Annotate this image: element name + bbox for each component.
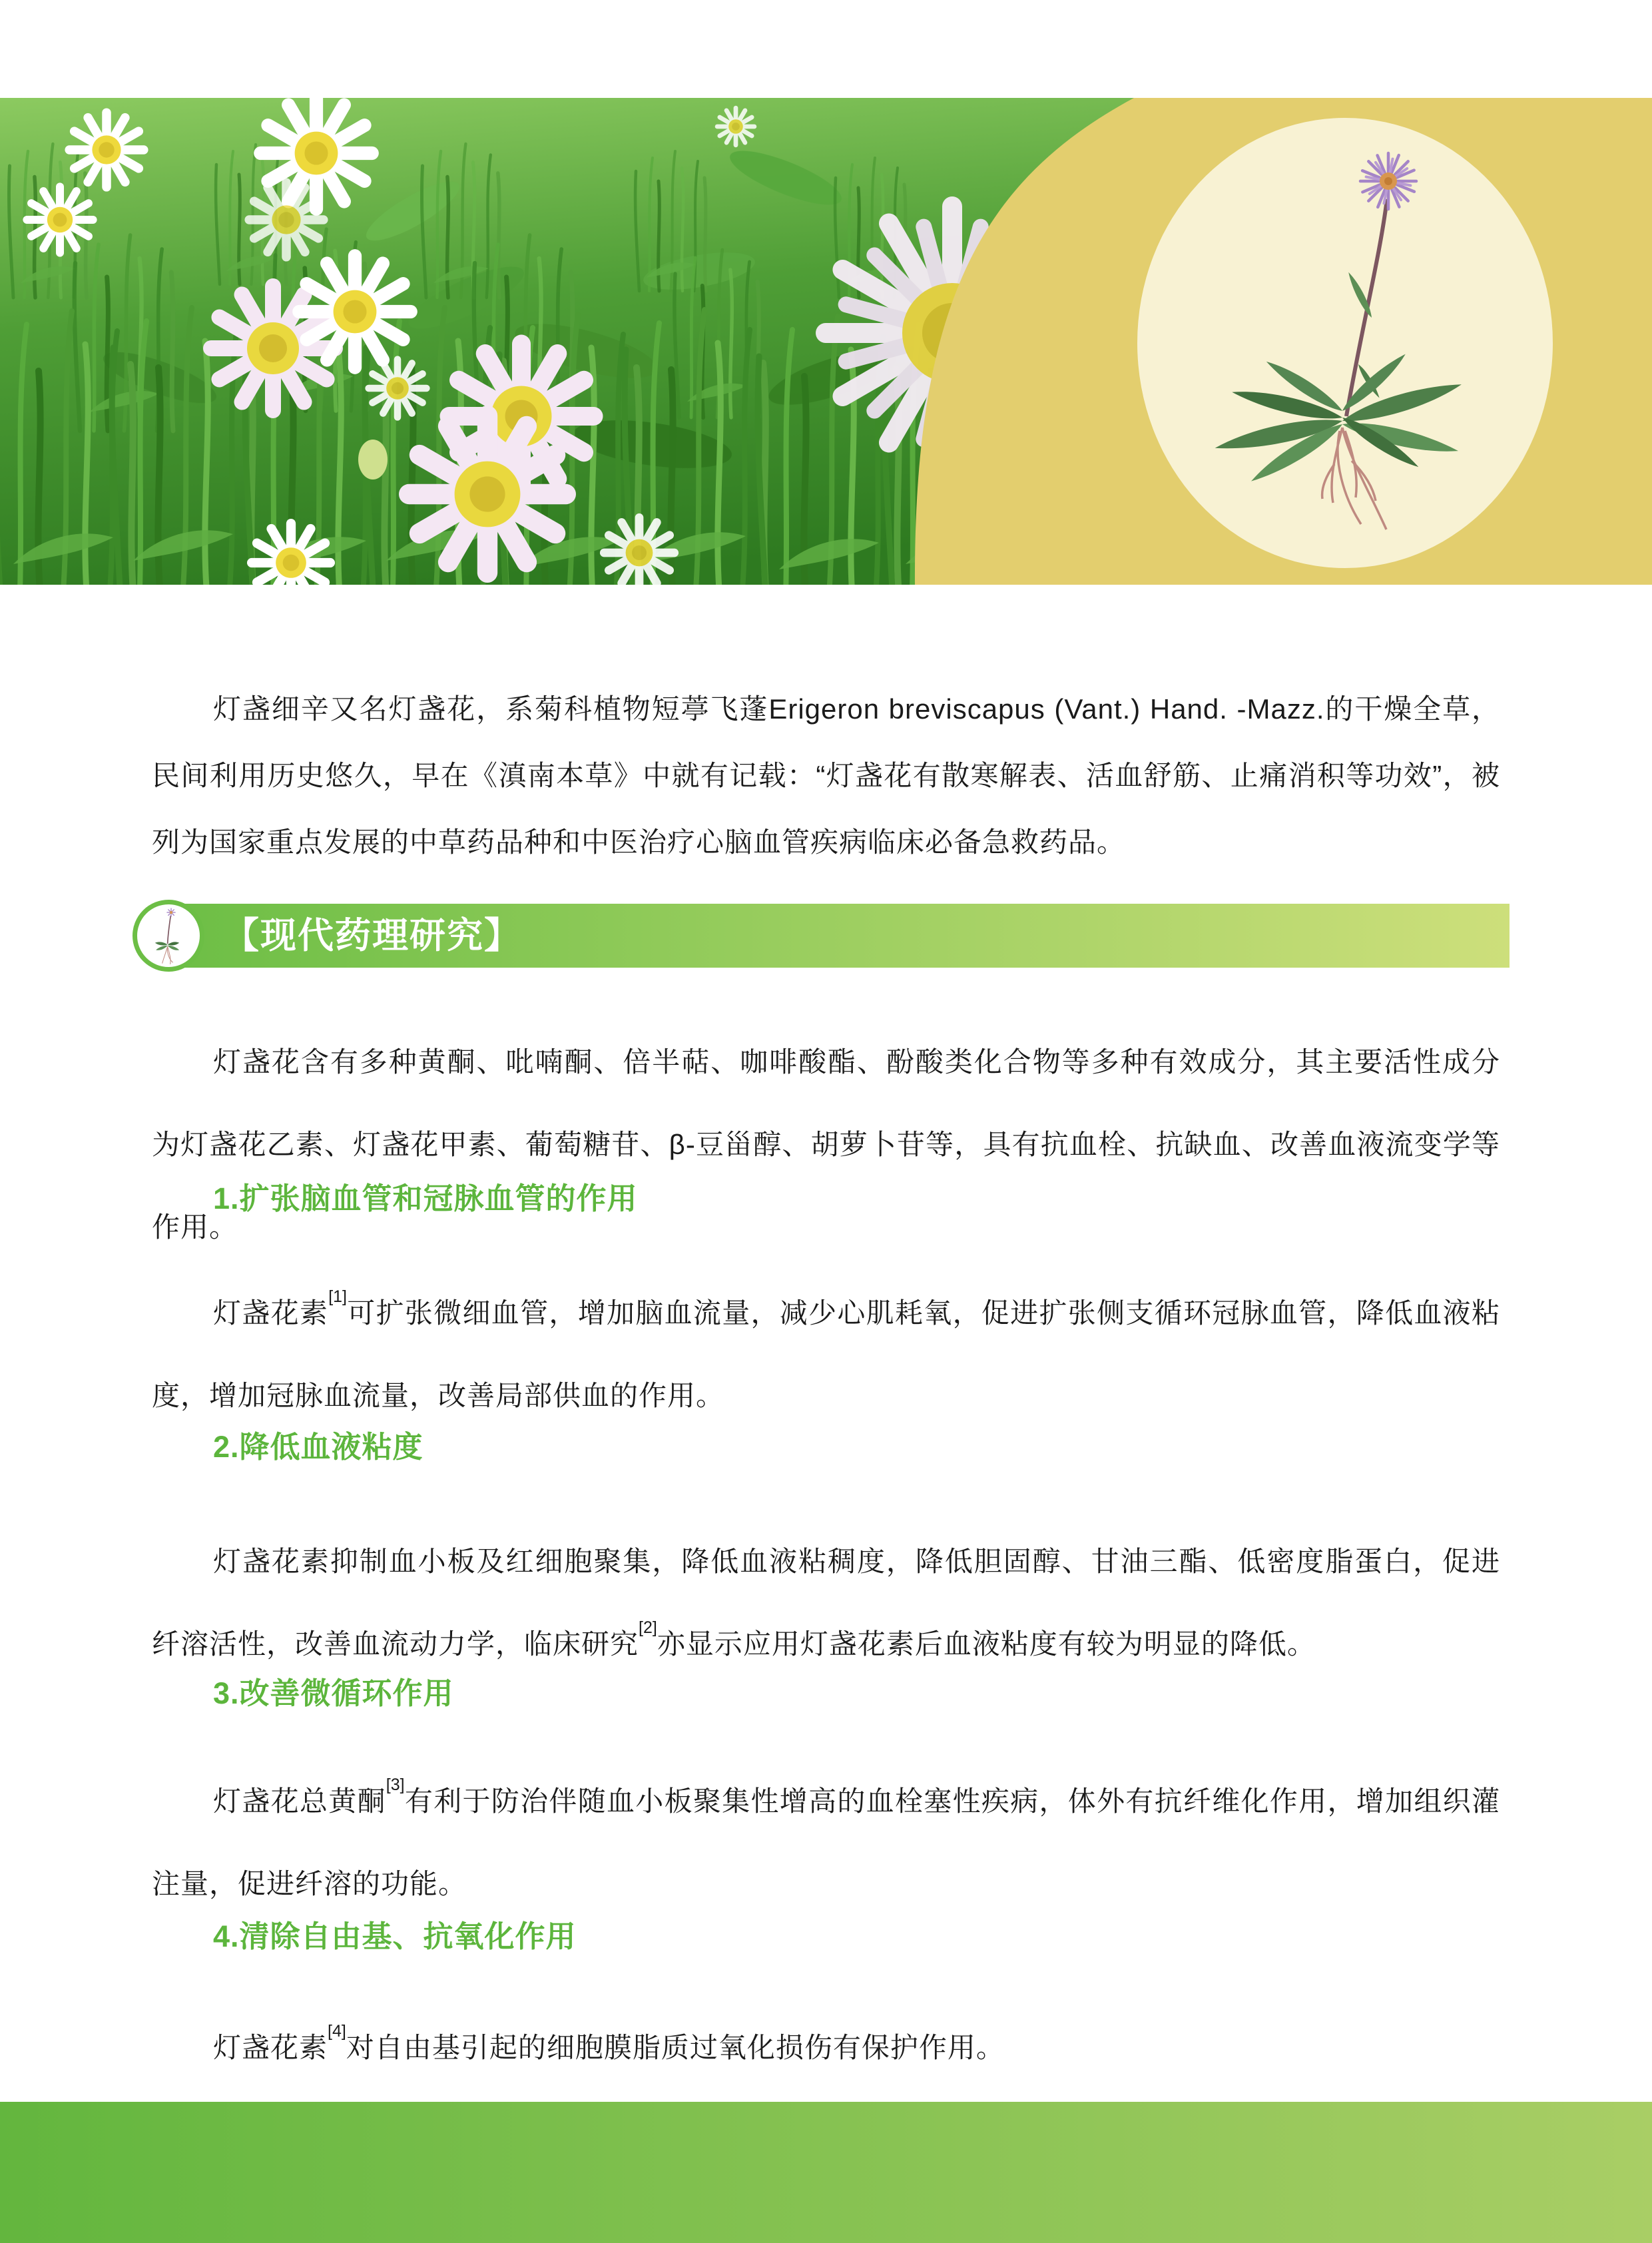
section-2-heading: 2.降低血液粘度 — [213, 1430, 423, 1464]
section-3-paragraph: 灯盏花总黄酮[3]有利于防治伴随血小板聚集性增高的血栓塞性疾病，体外有抗纤维化作用，增加组织灌注量，促进纤溶的功能。 — [152, 1775, 1500, 1899]
section-header-title: 【现代药理研究】 — [223, 916, 521, 956]
plant-badge-icon — [133, 900, 204, 972]
section-header-bar — [160, 904, 1510, 968]
section-4-paragraph: 灯盏花素[4]对自由基引起的细胞膜脂质过氧化损伤有保护作用。 — [213, 2022, 1005, 2063]
footer-bar — [0, 2102, 1652, 2243]
section-2-paragraph: 灯盏花素抑制血小板及红细胞聚集，降低血液粘稠度，降低胆固醇、甘油三酯、低密度脂蛋白，促进纤溶活性，改善血流动力学，临床研究[2]亦显示应用灯盏花素后血液粘度有较为明显的降低。 — [152, 1546, 1500, 1660]
section-4-heading: 4.清除自由基、抗氧化作用 — [213, 1919, 577, 1953]
top-banner — [0, 98, 1652, 585]
section-1-heading: 1.扩张脑血管和冠脉血管的作用 — [213, 1181, 638, 1215]
section-1-paragraph: 灯盏花素[1]可扩张微细血管，增加脑血流量，减少心肌耗氧，促进扩张侧支循环冠脉血管，降低血液粘度，增加冠脉血流量，改善局部供血的作用。 — [152, 1287, 1500, 1411]
intro-paragraph: 灯盏细辛又名灯盏花，系菊科植物短葶飞蓬Erigeron breviscapus (Vant.) Hand. -Mazz.的干燥全草，民间利用历史悠久，早在《滇南本草》中就有记载：“灯盏花有散寒解表、活血舒筋、止痛消积等功效”，被列为国家重点发展的中草药品种和中医治疗心脑血管疾病临床必备急救药品。 — [152, 693, 1500, 858]
section-3-heading: 3.改善微循环作用 — [213, 1676, 454, 1710]
overview-paragraph: 灯盏花含有多种黄酮、吡喃酮、倍半萜、咖啡酸酯、酚酸类化合物等多种有效成分，其主要活性成分为灯盏花乙素、灯盏花甲素、葡萄糖苷、β-豆甾醇、胡萝卜苷等，具有抗血栓、抗缺血、改善血液流变学等作用。 — [152, 1046, 1500, 1243]
flower-head — [1360, 153, 1416, 209]
